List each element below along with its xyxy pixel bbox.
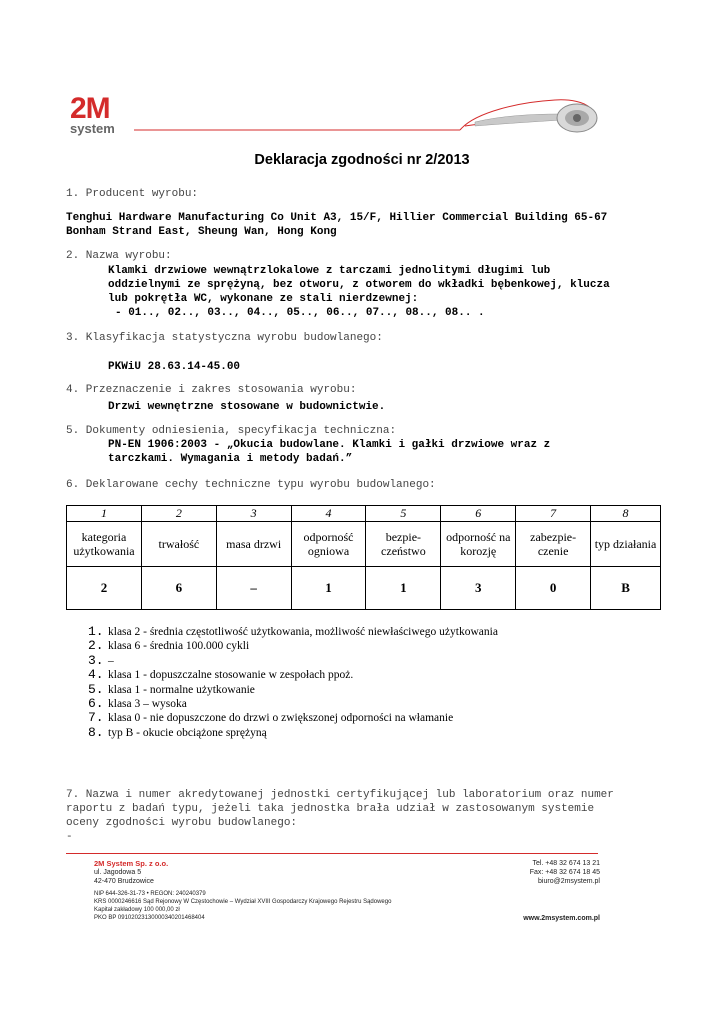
- producer-line-1: Tenghui Hardware Manufacturing Co Unit A3, 15/F, Hillier Commercial Building 65-67: [66, 212, 608, 224]
- value-durability: 6: [141, 567, 216, 610]
- header-operation-type: typ działania: [591, 522, 661, 567]
- footer-company: 2M System Sp. z o.o.: [94, 859, 169, 868]
- section-6-heading: 6. Deklarowane cechy techniczne typu wyrobu budowlanego:: [66, 479, 436, 491]
- footer-nip: NIP 644-326-31-73 • REGON: 240240379: [94, 891, 206, 897]
- value-door-mass: –: [216, 567, 291, 610]
- value-security: 0: [516, 567, 591, 610]
- note-item: 7. klasa 0 - nie dopuszczone do drzwi o zwiększonej odporności na włamanie: [88, 710, 454, 726]
- footer-city: 42-470 Brudzowice: [94, 878, 154, 885]
- footer-website: www.2msystem.com.pl: [523, 915, 600, 922]
- footer-right: [500, 859, 600, 886]
- section-1-heading: 1. Producent wyrobu:: [66, 188, 199, 200]
- footer-email: biuro@2msystem.pl: [538, 878, 600, 885]
- value-corrosion: 3: [441, 567, 516, 610]
- logo-sub: system: [70, 121, 115, 136]
- col-num-3: 3: [216, 506, 291, 522]
- header-handle-graphic: [130, 90, 610, 140]
- col-num-8: 8: [591, 506, 661, 522]
- footer-left: [94, 859, 474, 922]
- header-corrosion: odporność na korozję: [441, 522, 516, 567]
- footer-street: ul. Jagodowa 5: [94, 869, 142, 876]
- col-num-2: 2: [141, 506, 216, 522]
- section-7-line-3: oceny zgodności wyrobu budowlanego:: [66, 817, 298, 829]
- col-num-7: 7: [516, 506, 591, 522]
- spec-table: [66, 505, 661, 610]
- value-operation-type: B: [591, 567, 661, 610]
- header-usage-category: kategoria użytkowania: [67, 522, 142, 567]
- product-line-1: Klamki drzwiowe wewnątrzlokalowe z tarczami jednolitymi długimi lub: [108, 265, 551, 277]
- col-num-5: 5: [366, 506, 441, 522]
- product-line-4: - 01.., 02.., 03.., 04.., 05.., 06.., 07.., 08.., 08.. .: [115, 307, 485, 319]
- note-item: 5. klasa 1 - normalne użytkowanie: [88, 681, 255, 697]
- col-num-1: 1: [67, 506, 142, 522]
- section-7-line-4: -: [66, 831, 73, 843]
- producer-line-2: Bonham Strand East, Sheung Wan, Hong Kong: [66, 226, 337, 238]
- footer-krs: KRS 0000246616 Sąd Rejonowy W Częstochowie – Wydział XVIII Gospodarczy Krajowego Rejestru Sądowego: [94, 899, 392, 905]
- product-line-2: oddzielnymi ze sprężyną, bez otworu, z otworem do wkładki bębenkowej, klucza: [108, 279, 610, 291]
- section-3-heading: 3. Klasyfikacja statystyczna wyrobu budowlanego:: [66, 332, 383, 344]
- section-7-line-1: 7. Nazwa i numer akredytowanej jednostki certyfikującej lub laboratorium oraz numer: [66, 789, 614, 801]
- value-usage-category: 2: [67, 567, 142, 610]
- class-notes: [88, 625, 498, 740]
- footer-tel: Tel. +48 32 674 13 21: [532, 860, 600, 867]
- pkwiu-value: PKWiU 28.63.14-45.00: [108, 361, 241, 373]
- purpose-value: Drzwi wewnętrzne stosowane w budownictwie.: [108, 401, 386, 413]
- note-item: 3. –: [88, 652, 114, 668]
- note-item: 8. typ B - okucie obciążone sprężyną: [88, 724, 267, 740]
- section-4-heading: 4. Przeznaczenie i zakres stosowania wyrobu:: [66, 384, 357, 396]
- section-5-heading: 5. Dokumenty odniesienia, specyfikacja techniczna:: [66, 425, 397, 437]
- standard-line-2: tarczkami. Wymagania i metody badań.”: [108, 453, 353, 465]
- product-line-3: lub pokrętła WC, wykonane ze stali nierdzewnej:: [108, 293, 419, 305]
- page-title: Deklaracja zgodności nr 2/2013: [254, 152, 470, 168]
- value-fire-resistance: 1: [291, 567, 366, 610]
- footer-fax: Fax: +48 32 674 18 45: [529, 869, 600, 876]
- logo-brand: 2M: [70, 92, 110, 125]
- header-safety: bezpie- czeństwo: [366, 522, 441, 567]
- col-num-6: 6: [441, 506, 516, 522]
- note-item: 2. klasa 6 - średnia 100.000 cykli: [88, 638, 250, 654]
- logo: [70, 94, 132, 140]
- value-safety: 1: [366, 567, 441, 610]
- standard-line-1: PN-EN 1906:2003 - „Okucia budowlane. Klamki i gałki drzwiowe wraz z: [108, 439, 551, 451]
- section-7-line-2: raportu z badań typu, jeżeli taka jednostka brała udział w zastosowanym systemie: [66, 803, 595, 815]
- footer-divider: [66, 853, 598, 854]
- footer-bank: PKO BP 09102023130000340201468404: [94, 915, 205, 921]
- header-durability: trwałość: [141, 522, 216, 567]
- note-item: 6. klasa 3 – wysoka: [88, 695, 187, 711]
- col-num-4: 4: [291, 506, 366, 522]
- header-security: zabezpie- czenie: [516, 522, 591, 567]
- header-fire-resistance: odporność ogniowa: [291, 522, 366, 567]
- note-item: 1. klasa 2 - średnia częstotliwość użytkowania, możliwość niewłaściwego użytkowania: [88, 624, 498, 639]
- note-item: 4. klasa 1 - dopuszczalne stosowanie w zespołach ppoż.: [88, 667, 354, 683]
- footer-capital: Kapitał zakładowy 100 000,00 zł: [94, 907, 180, 913]
- section-2-heading: 2. Nazwa wyrobu:: [66, 250, 172, 262]
- header-door-mass: masa drzwi: [216, 522, 291, 567]
